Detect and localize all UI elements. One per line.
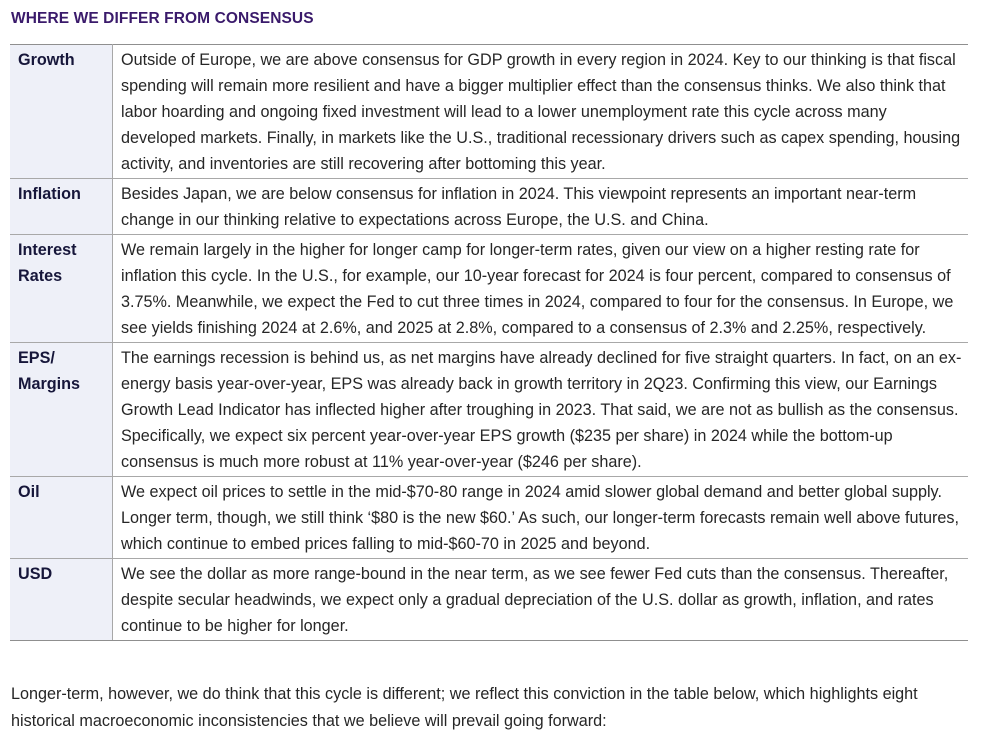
row-text: The earnings recession is behind us, as net margins have already declined for five straight quarters. In fact, on an ex-energy basis year-over-year, EPS was already back in growth territory in 2Q23. Confirming this view, our Earnings Growth Lead Indicator has inflected higher after troughing in 2023. That said, we are not as bullish as the consensus. Specifically, we expect six percent year-over-year EPS growth ($235 per share) in 2024 while the bottom-up consensus is much more robust at 11% year-over-year ($246 per share). <box>113 343 969 477</box>
row-label: Interest Rates <box>10 235 113 343</box>
table-row-inflation <box>10 179 968 235</box>
row-text: We see the dollar as more range-bound in the near term, as we see fewer Fed cuts than the consensus. Thereafter, despite secular headwinds, we expect only a gradual depreciation of the U.S. dollar as growth, inflation, and rates continue to be higher for longer. <box>113 559 969 641</box>
table-row-growth <box>10 45 968 179</box>
footer-paragraph: Longer-term, however, we do think that this cycle is different; we reflect this conviction in the table below, which highlights eight historical macroeconomic inconsistencies that we believe will prevail going forward: <box>11 685 918 730</box>
row-label: USD <box>10 559 113 641</box>
row-text: Besides Japan, we are below consensus for inflation in 2024. This viewpoint represents an important near-term change in our thinking relative to expectations across Europe, the U.S. and China. <box>113 179 969 235</box>
table-row-eps-margins <box>10 343 968 477</box>
row-text: We remain largely in the higher for longer camp for longer-term rates, given our view on a higher resting rate for inflation this cycle. In the U.S., for example, our 10-year forecast for 2024 is four percent, compared to consensus of 3.75%. Meanwhile, we expect the Fed to cut three times in 2024, compared to four for the consensus. In Europe, we see yields finishing 2024 at 2.6%, and 2025 at 2.8%, compared to a consensus of 2.3% and 2.25%, respectively. <box>113 235 969 343</box>
table-row-oil <box>10 477 968 559</box>
table-row-usd <box>10 559 968 641</box>
row-label: EPS/ Margins <box>10 343 113 477</box>
table-row-interest-rates <box>10 235 968 343</box>
section-title: WHERE WE DIFFER FROM CONSENSUS <box>11 10 314 27</box>
row-text: We expect oil prices to settle in the mid-$70-80 range in 2024 amid slower global demand and better global supply. Longer term, though, we still think ‘$80 is the new $60.’ As such, our longer-term forecasts remain well above futures, which continue to embed prices falling to mid-$60-70 in 2025 and beyond. <box>113 477 969 559</box>
consensus-table <box>10 44 968 641</box>
row-label: Inflation <box>10 179 113 235</box>
row-label: Oil <box>10 477 113 559</box>
row-text: Outside of Europe, we are above consensus for GDP growth in every region in 2024. Key to our thinking is that fiscal spending will remain more resilient and have a bigger multiplier effect than the consensus thinks. We also think that labor hoarding and ongoing fixed investment will lead to a lower unemployment rate this cycle across many developed markets. Finally, in markets like the U.S., traditional recessionary drivers such as capex spending, housing activity, and inventories are still recovering after bottoming this year. <box>113 45 969 179</box>
row-label: Growth <box>10 45 113 179</box>
